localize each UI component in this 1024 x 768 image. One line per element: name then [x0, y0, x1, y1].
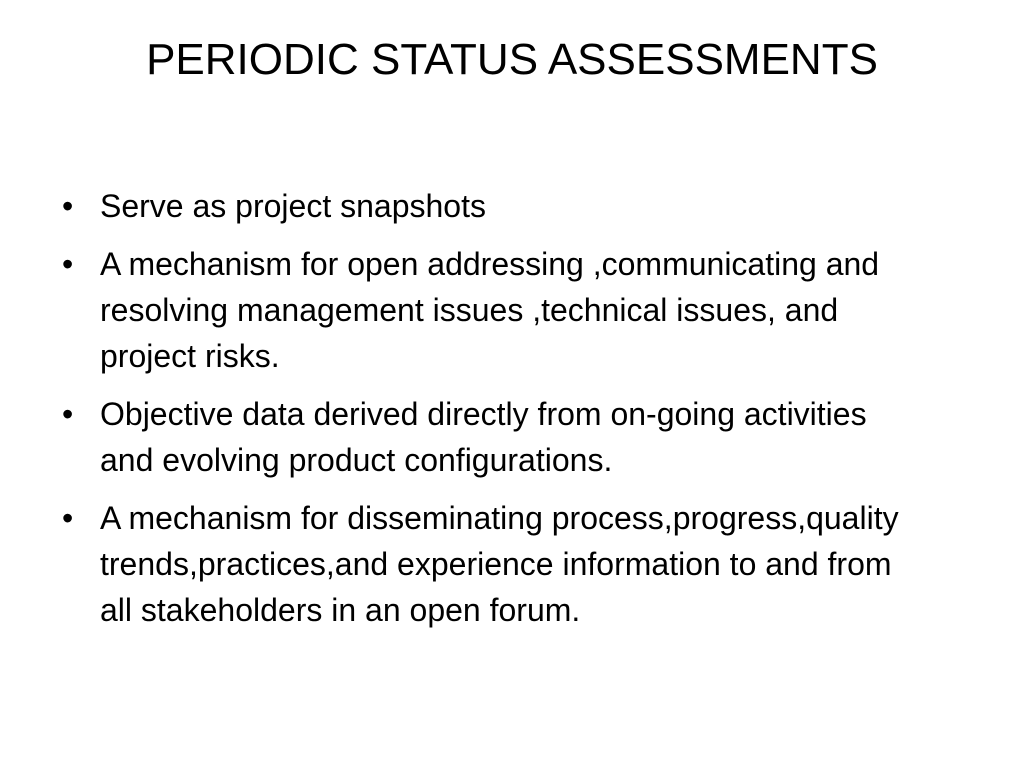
bullet-text: Serve as project snapshots [100, 188, 486, 224]
bullet-item [62, 495, 922, 633]
bullet-item [62, 183, 922, 229]
bullet-item [62, 241, 922, 379]
bullet-item [62, 391, 922, 483]
bullet-text: Objective data derived directly from on-going activities and evolving product configurations. [100, 396, 867, 478]
bullet-text: A mechanism for open addressing ,communicating and resolving management issues ,technical issues, and project risks. [100, 246, 880, 374]
bullet-icon: • [62, 188, 74, 224]
bullet-list [62, 183, 922, 645]
bullet-text: A mechanism for disseminating process,progress,quality trends,practices,and experience information to and from all stakeholders in an open forum. [100, 500, 899, 628]
bullet-icon: • [62, 396, 74, 432]
bullet-icon: • [62, 246, 74, 282]
bullet-icon: • [62, 500, 74, 536]
slide-title: PERIODIC STATUS ASSESSMENTS [146, 35, 878, 84]
